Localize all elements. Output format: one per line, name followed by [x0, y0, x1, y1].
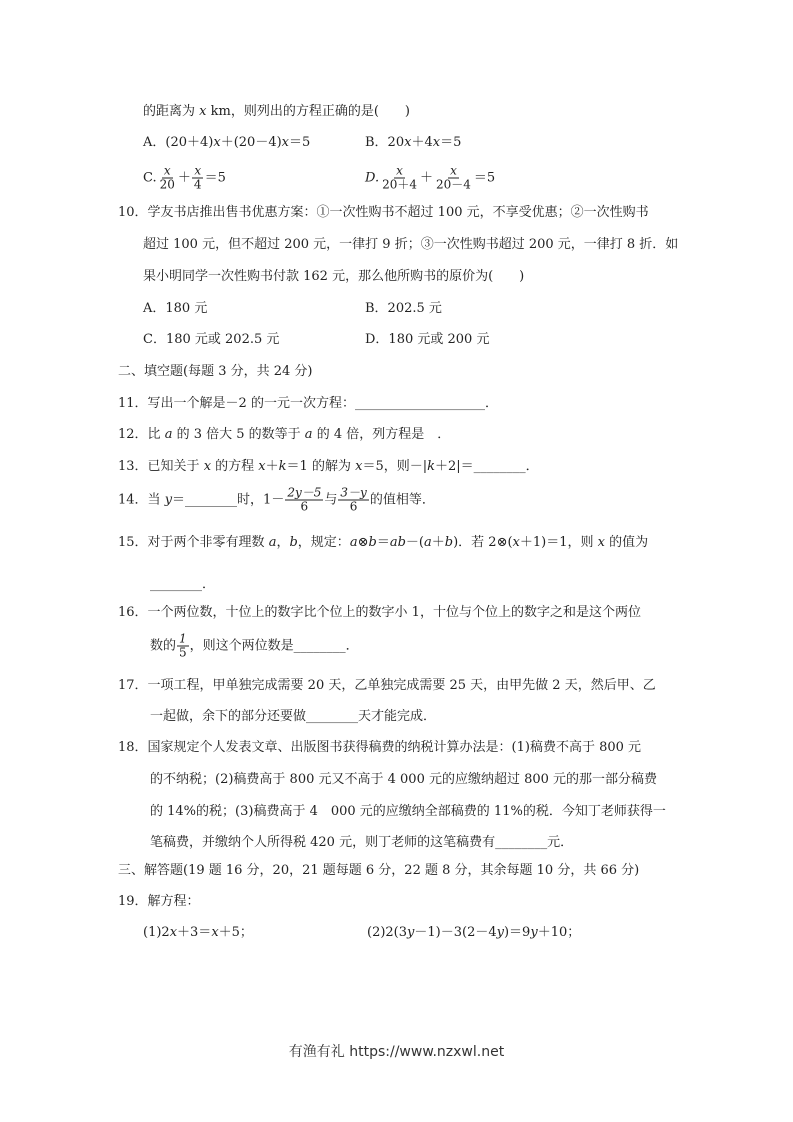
text: ＋1)＝1，则 [519, 535, 598, 550]
fraction [434, 165, 473, 192]
variable: x [211, 925, 219, 940]
variable: y [496, 925, 504, 940]
variable: D. [365, 170, 380, 186]
text: C．180 元或 202.5 元 [143, 332, 280, 347]
fraction [380, 165, 419, 192]
text: ＋ [420, 170, 434, 186]
text: 11．写出一个解是－2 的一元一次方程：____________________． [118, 396, 498, 411]
text: 果小明同学一次性购书付款 162 元，那么他所购书的原价为( ) [143, 269, 525, 284]
q16-line-2 [150, 633, 359, 660]
q15-line-1 [118, 535, 648, 551]
numerator: x [396, 163, 403, 178]
text: ＝________时，1－ [172, 492, 285, 508]
text: －1)－3(2－4 [414, 925, 497, 940]
variable: x [203, 459, 212, 474]
text: A．(20＋4) [143, 135, 214, 150]
variable: a [304, 427, 313, 442]
text: 笔稿费，并缴纳个人所得税 420 元，则丁老师的这笔稿费有________元． [150, 835, 574, 850]
q10-option-a [143, 301, 207, 317]
text: 数的 [150, 638, 177, 654]
q14 [118, 487, 435, 514]
text: 的距离为 [143, 104, 200, 119]
text: 的不纳税；(2)稿费高于 800 元又不高于 4 000 元的应缴纳超过 800 元的那一部分稿费 [150, 772, 658, 787]
q18-line-4 [150, 835, 573, 851]
text: ＋3＝ [177, 925, 212, 940]
section-2-heading [118, 364, 313, 380]
q18-line-1 [118, 740, 641, 756]
text: 18．国家规定个人发表文章、出版图书获得稿费的纳税计算办法是：(1)稿费不高于 800 元 [118, 740, 642, 755]
text: ＋10； [537, 925, 581, 940]
q18-line-3 [150, 804, 666, 820]
q16-line-1 [118, 605, 641, 621]
text: 15．对于两个非零有理数 [118, 535, 269, 550]
text: ＝ [376, 535, 390, 550]
variable: b [444, 535, 454, 550]
text: 的 4 倍，列方程是 ． [312, 427, 451, 442]
variable: b [289, 535, 298, 550]
variable: a [268, 535, 277, 550]
text: 三、解答题(19 题 16 分，20，21 题每题 6 分，22 题 8 分，其余每题 10 分，共 66 分) [118, 863, 640, 878]
denominator: 6 [300, 499, 309, 514]
fraction [285, 487, 323, 514]
denominator: 6 [349, 499, 358, 514]
footer-watermark: 有渔有礼 https://www.nzxwl.net [288, 1044, 505, 1060]
fraction [177, 633, 189, 660]
section-3-heading [118, 863, 639, 879]
text: ＋ [431, 535, 445, 550]
variable: y [530, 925, 538, 940]
text: ＋4 [411, 135, 433, 150]
text: D．180 元或 200 元 [365, 332, 490, 347]
fraction [192, 165, 204, 192]
variable: b [368, 535, 377, 550]
q10-option-b [365, 301, 442, 317]
text: 19．解方程： [118, 894, 200, 909]
q11 [118, 396, 498, 412]
variable: x [258, 459, 266, 474]
text: ，则这个两位数是________． [189, 638, 359, 654]
variable: ab [389, 535, 406, 550]
text: 的 14%的税；(3)稿费高于 4 000 元的应缴纳全部稿费的 11%的税．今知丁老师获得一 [150, 804, 666, 819]
text: B．202.5 元 [365, 301, 442, 316]
variable: k [278, 459, 287, 474]
text: 16．一个两位数，十位上的数字比个位上的数字小 1，十位与个位上的数字之和是这个两位 [118, 605, 641, 620]
text: ＋(20－4) [220, 135, 282, 150]
q9-option-c [143, 165, 226, 192]
variable: x [355, 459, 363, 474]
variable: x [281, 135, 290, 150]
variable: a [164, 427, 173, 442]
numerator: 2y－5 [287, 485, 322, 500]
variable: x [432, 135, 441, 150]
text: 13．已知关于 [118, 459, 204, 474]
text: 一起做，余下的部分还要做________天才能完成． [150, 709, 437, 724]
text: ＝5 [204, 170, 226, 186]
text: ⊗ [357, 535, 369, 550]
text: 17．一项工程，甲单独完成需要 20 天，乙单独完成需要 25 天，由甲先做 2 天，然后甲、乙 [118, 678, 656, 693]
q9-option-b [365, 135, 461, 151]
q13 [118, 459, 539, 475]
text: 二、填空题(每题 3 分，共 24 分) [118, 364, 313, 379]
text: ＝5 [473, 170, 496, 186]
text: ， [276, 535, 290, 550]
variable: x [199, 104, 207, 119]
text: 14．当 [118, 492, 165, 508]
variable: a [349, 535, 358, 550]
text: 超过 100 元，但不超过 200 元，一律打 9 折；③一次性购书超过 200 元，一律打 8 折．如 [143, 237, 679, 252]
fraction [158, 165, 177, 192]
q15-line-2 [150, 577, 215, 593]
text: B．20 [365, 135, 405, 150]
text: ________． [150, 577, 216, 592]
variable: y [164, 492, 173, 508]
variable: x [512, 535, 520, 550]
q19-part-2 [367, 925, 580, 941]
text: 12．比 [118, 427, 165, 442]
variable: k [427, 459, 435, 474]
text: (1)2 [143, 925, 170, 940]
variable: x [169, 925, 178, 940]
text: ＋ [265, 459, 279, 474]
q12 [118, 427, 450, 443]
denominator: 20 [159, 177, 175, 192]
text: 的 3 倍大 5 的数等于 [172, 427, 305, 442]
text: C. [143, 170, 157, 186]
numerator: 1 [179, 631, 187, 646]
text: ＝5 [289, 135, 311, 150]
q19-stem [118, 894, 200, 910]
text: 的值相等． [369, 492, 435, 508]
fraction [338, 487, 368, 514]
text: )．若 2⊗( [453, 535, 513, 550]
text: ＝5 [440, 135, 462, 150]
q10-option-c [143, 332, 279, 348]
variable: x [597, 535, 605, 550]
variable: a [423, 535, 432, 550]
variable: x [404, 135, 412, 150]
variable: x [213, 135, 221, 150]
text: ＝1 的解为 [286, 459, 356, 474]
text: )＝9 [503, 925, 531, 940]
text: 的方程 [211, 459, 259, 474]
q9-option-a [143, 135, 310, 151]
q9-option-d [365, 165, 495, 192]
text: A．180 元 [143, 301, 208, 316]
denominator: 20＋4 [382, 177, 417, 192]
numerator: 3－y [340, 485, 367, 500]
variable: y [407, 925, 415, 940]
q19-part-1 [143, 925, 253, 941]
q17-line-1 [118, 678, 656, 694]
q10-line-3 [143, 269, 524, 285]
text: km，则列出的方程正确的是( ) [206, 104, 410, 119]
text: 的值为 [604, 535, 649, 550]
text: (2)2(3 [367, 925, 408, 940]
q10-option-d [365, 332, 489, 348]
text: ＋5； [218, 925, 253, 940]
denominator: 5 [179, 645, 187, 660]
text: 与 [324, 492, 338, 508]
numerator: x [163, 163, 171, 178]
numerator: x [194, 163, 202, 178]
q10-line-1 [118, 205, 649, 221]
denominator: 4 [193, 177, 202, 192]
q9-stem-end [143, 104, 410, 120]
text: ＝5，则－| [362, 459, 428, 474]
text: －( [405, 535, 424, 550]
text: 10．学友书店推出售书优惠方案：①一次性购书不超过 100 元，不享受优惠；②一次性购书 [118, 205, 649, 220]
text: ＋ [177, 170, 191, 186]
text: ，规定： [297, 535, 350, 550]
numerator: x [450, 163, 457, 178]
q18-line-2 [150, 772, 657, 788]
q17-line-2 [150, 709, 436, 725]
denominator: 20－4 [436, 177, 471, 192]
q10-line-2 [143, 237, 678, 253]
text: ＋2|＝________． [434, 459, 539, 474]
